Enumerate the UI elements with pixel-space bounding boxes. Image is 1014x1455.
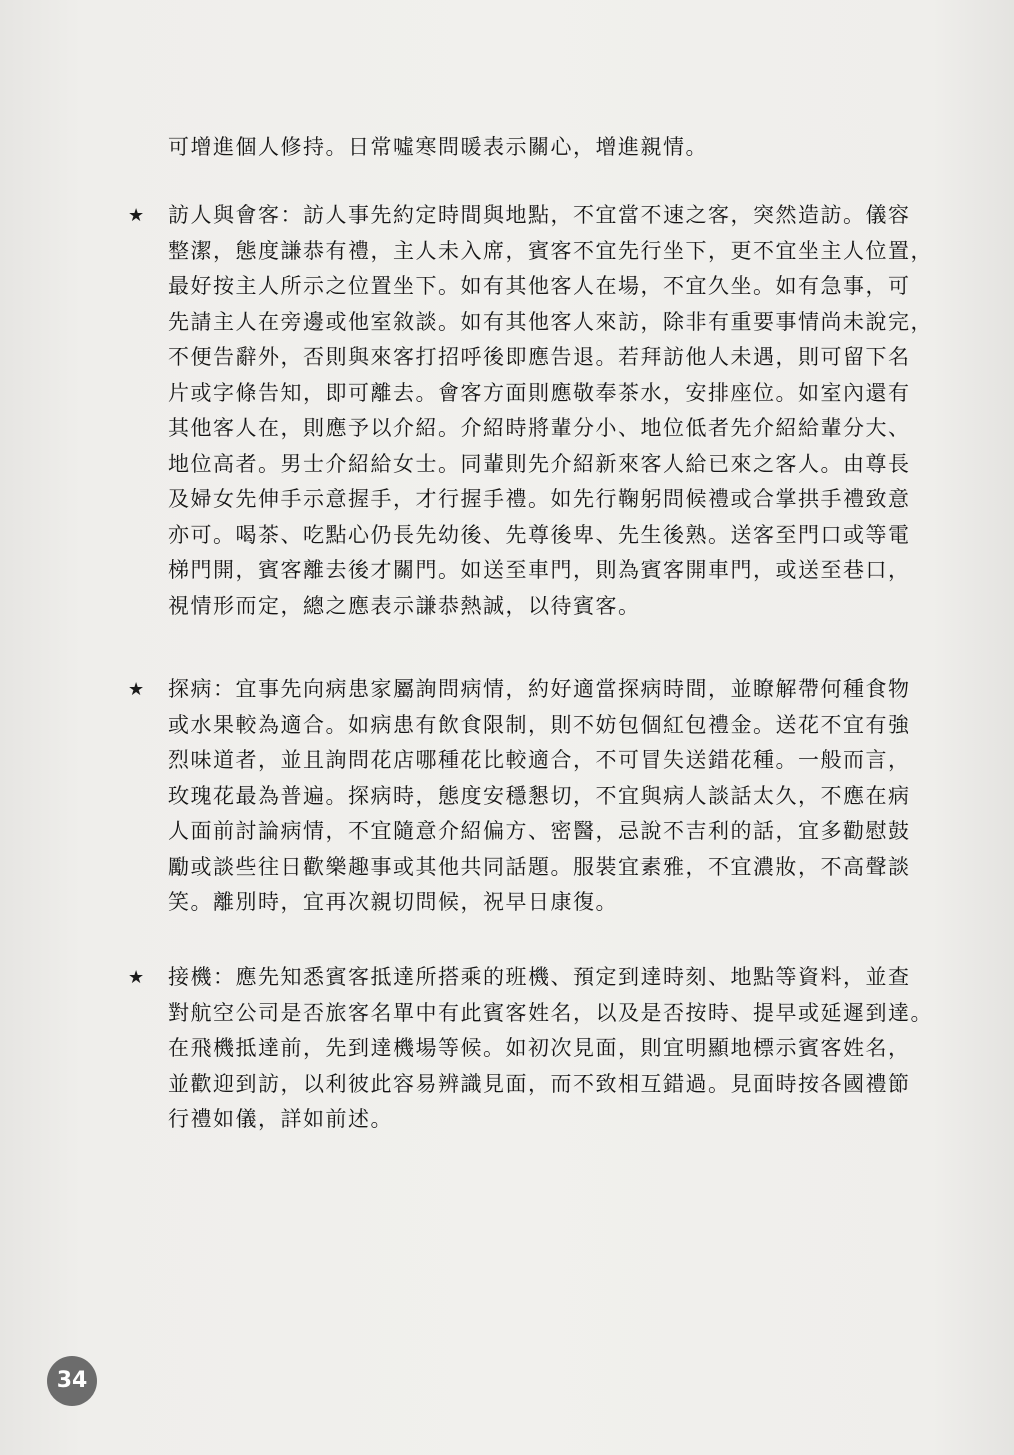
paragraph-line: 最好按主人所示之位置坐下。如有其他客人在場，不宜久坐。如有急事，可 [168, 274, 911, 298]
paragraph-line: 不便告辭外，否則與來客打招呼後即應告退。若拜訪他人未遇，則可留下名 [168, 345, 911, 369]
paragraph-line: 烈味道者，並且詢問花店哪種花比較適合，不可冒失送錯花種。一般而言， [168, 748, 911, 772]
star-bullet-icon: ★ [128, 679, 145, 700]
paragraph-line: 地位高者。男士介紹給女士。同輩則先介紹新來客人給已來之客人。由尊長 [168, 451, 911, 476]
paragraph-line: 訪人與會客：訪人事先約定時間與地點，不宜當不速之客，突然造訪。儀容 [168, 203, 911, 227]
paragraph-line: 並歡迎到訪，以利彼此容易辨識見面，而不致相互錯過。見面時按各國禮節 [168, 1071, 911, 1096]
paragraph-visiting-guests [168, 198, 948, 624]
paragraph-line: 接機：應先知悉賓客抵達所搭乘的班機、預定到達時刻、地點等資料，並查 [168, 965, 911, 989]
paragraph-line: 或水果較為適合。如病患有飲食限制，則不妨包個紅包禮金。送花不宜有強 [168, 712, 911, 737]
star-bullet-icon: ★ [128, 205, 145, 226]
paragraph-line: 亦可。喝茶、吃點心仍長先幼後、先尊後卑、先生後熟。送客至門口或等電 [168, 522, 911, 547]
paragraph-line: 整潔，態度謙恭有禮，主人未入席，賓客不宜先行坐下，更不宜坐主人位置， [168, 238, 933, 263]
paragraph-line: 探病：宜事先向病患家屬詢問病情，約好適當探病時間，並瞭解帶何種食物 [168, 677, 911, 701]
paragraph-line: 勵或談些往日歡樂趣事或其他共同話題。服裝宜素雅，不宜濃妝，不高聲談 [168, 854, 911, 879]
paragraph-line: 行禮如儀，詳如前述。 [168, 1107, 393, 1131]
paragraph-line: 笑。離別時，宜再次親切問候，祝早日康復。 [168, 890, 618, 914]
paragraph-line: 視情形而定，總之應表示謙恭熱誠，以待賓客。 [168, 593, 641, 618]
intro-line: 可增進個人修持。日常噓寒問暖表示關心，增進親情。 [168, 135, 708, 159]
paragraph-line: 其他客人在，則應予以介紹。介紹時將輩分小、地位低者先介紹給輩分大、 [168, 416, 911, 440]
star-bullet-icon: ★ [128, 967, 145, 988]
paragraph-line: 片或字條告知，即可離去。會客方面則應敬奉茶水，安排座位。如室內還有 [168, 380, 911, 405]
paragraph-visiting-patient [168, 672, 948, 921]
paragraph-line: 對航空公司是否旅客名單中有此賓客姓名，以及是否按時、提早或延遲到達。 [168, 1000, 933, 1025]
paragraph-line: 及婦女先伸手示意握手，才行握手禮。如先行鞠躬問候禮或合掌拱手禮致意 [168, 487, 911, 511]
paragraph-line: 在飛機抵達前，先到達機場等候。如初次見面，則宜明顯地標示賓客姓名， [168, 1036, 911, 1060]
paragraph-airport-pickup [168, 960, 948, 1138]
paragraph-line: 先請主人在旁邊或他室敘談。如有其他客人來訪，除非有重要事情尚未說完， [168, 309, 933, 334]
paragraph-line: 玫瑰花最為普遍。探病時，態度安穩懇切，不宜與病人談話太久，不應在病 [168, 783, 911, 808]
paragraph-line: 梯門開，賓客離去後才關門。如送至車門，則為賓客開車門，或送至巷口， [168, 558, 911, 582]
page-number-badge: 34 [47, 1356, 97, 1406]
paragraph-line: 人面前討論病情，不宜隨意介紹偏方、密醫，忌說不吉利的話，宜多勸慰鼓 [168, 819, 911, 843]
